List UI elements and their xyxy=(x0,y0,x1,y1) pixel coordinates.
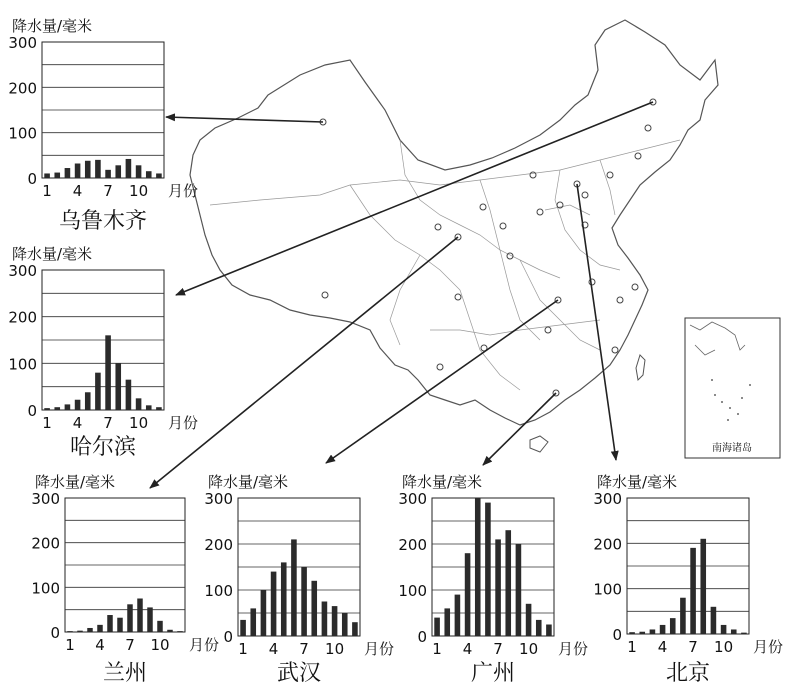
x-axis-unit: 月份 xyxy=(168,182,199,200)
chart-urumqi xyxy=(8,17,198,234)
bar-beijing-month-3 xyxy=(650,629,656,634)
arrow-urumqi xyxy=(166,117,323,122)
x-tick-label: 1 xyxy=(238,640,248,658)
x-tick-label: 4 xyxy=(72,182,83,200)
bar-urumqi-month-9 xyxy=(126,159,132,178)
x-tick-label: 4 xyxy=(462,640,473,658)
y-tick-label: 100 xyxy=(398,582,427,600)
bar-beijing-month-9 xyxy=(711,607,717,634)
y-tick-label: 200 xyxy=(31,534,60,553)
y-axis-label: 降水量/毫米 xyxy=(12,17,93,35)
x-axis-unit: 月份 xyxy=(168,414,199,432)
bar-urumqi-month-7 xyxy=(105,170,111,178)
y-tick-label: 300 xyxy=(204,490,233,508)
bar-harbin-month-5 xyxy=(85,392,91,410)
bar-guangzhou-month-8 xyxy=(505,530,511,636)
y-axis-label: 降水量/毫米 xyxy=(402,473,483,491)
bar-harbin-month-1 xyxy=(44,408,50,410)
bar-lanzhou-month-9 xyxy=(147,607,153,632)
hainan-island xyxy=(530,436,548,452)
y-tick-label: 200 xyxy=(593,535,622,554)
bar-lanzhou-month-12 xyxy=(177,631,183,632)
chart-beijing xyxy=(593,473,783,686)
bar-guangzhou-month-3 xyxy=(455,595,461,636)
bar-wuhan-month-5 xyxy=(281,562,287,636)
bar-wuhan-month-2 xyxy=(250,608,256,636)
y-axis-label: 降水量/毫米 xyxy=(12,245,93,263)
bar-beijing-month-8 xyxy=(700,539,706,634)
bar-harbin-month-12 xyxy=(156,407,162,410)
city-name-wuhan: 武汉 xyxy=(276,661,322,686)
city-markers xyxy=(320,99,656,396)
bar-guangzhou-month-9 xyxy=(516,544,522,636)
y-tick-label: 200 xyxy=(398,536,427,554)
x-tick-label: 10 xyxy=(150,636,170,654)
bar-harbin-month-9 xyxy=(126,380,132,410)
bar-lanzhou-month-8 xyxy=(137,599,143,633)
x-axis-unit: 月份 xyxy=(558,640,589,658)
x-tick-label: 1 xyxy=(42,414,52,432)
y-tick-label: 300 xyxy=(593,490,622,508)
bar-urumqi-month-5 xyxy=(85,161,91,178)
y-tick-label: 200 xyxy=(8,308,37,327)
x-tick-label: 7 xyxy=(103,414,113,432)
bar-urumqi-month-1 xyxy=(44,173,50,178)
bar-guangzhou-month-6 xyxy=(485,503,491,636)
bar-harbin-month-7 xyxy=(105,335,111,410)
arrow-harbin xyxy=(176,102,653,295)
y-tick-label: 300 xyxy=(31,490,60,508)
bar-beijing-month-5 xyxy=(670,618,676,634)
connector-arrows xyxy=(150,102,653,488)
south-china-sea-inset xyxy=(685,318,780,458)
bar-beijing-month-4 xyxy=(660,625,666,634)
x-tick-label: 7 xyxy=(688,638,698,656)
y-axis-label: 降水量/毫米 xyxy=(35,473,116,491)
x-tick-label: 10 xyxy=(714,638,734,656)
bar-harbin-month-11 xyxy=(146,405,152,410)
bar-urumqi-month-10 xyxy=(136,165,142,178)
y-tick-label: 300 xyxy=(8,262,37,280)
bar-urumqi-month-11 xyxy=(146,171,152,178)
bar-guangzhou-month-12 xyxy=(546,625,552,637)
bar-lanzhou-month-11 xyxy=(167,630,173,632)
y-tick-label: 100 xyxy=(204,582,233,600)
y-tick-label: 0 xyxy=(27,402,37,420)
bar-lanzhou-month-7 xyxy=(127,604,133,632)
chart-wuhan xyxy=(204,473,394,686)
city-name-lanzhou: 兰州 xyxy=(102,661,148,686)
x-axis-unit: 月份 xyxy=(364,640,395,658)
x-tick-label: 7 xyxy=(493,640,503,658)
bar-urumqi-month-2 xyxy=(54,173,60,178)
x-axis-unit: 月份 xyxy=(753,638,784,656)
x-tick-label: 4 xyxy=(657,638,668,656)
x-tick-label: 7 xyxy=(299,640,309,658)
x-tick-label: 10 xyxy=(129,414,149,432)
bar-guangzhou-month-7 xyxy=(495,539,501,636)
y-tick-label: 200 xyxy=(204,536,233,554)
x-tick-label: 4 xyxy=(95,636,105,654)
bar-lanzhou-month-1 xyxy=(67,631,73,632)
arrow-wuhan xyxy=(326,300,558,463)
y-tick-label: 100 xyxy=(31,579,60,598)
bar-wuhan-month-8 xyxy=(311,581,317,636)
bar-lanzhou-month-10 xyxy=(157,621,163,632)
x-tick-label: 1 xyxy=(65,636,75,654)
bar-urumqi-month-8 xyxy=(115,165,121,178)
bar-wuhan-month-12 xyxy=(352,622,358,636)
x-tick-label: 7 xyxy=(125,636,135,654)
bar-wuhan-month-10 xyxy=(332,606,338,636)
city-name-harbin: 哈尔滨 xyxy=(69,435,137,460)
bar-beijing-month-11 xyxy=(731,629,737,634)
bar-beijing-month-1 xyxy=(629,632,635,634)
x-tick-label: 1 xyxy=(42,182,52,200)
x-axis-unit: 月份 xyxy=(189,636,220,654)
bar-wuhan-month-9 xyxy=(322,602,328,637)
x-tick-label: 4 xyxy=(268,640,279,658)
arrow-guangzhou xyxy=(483,393,556,465)
bar-wuhan-month-6 xyxy=(291,539,297,636)
chart-guangzhou xyxy=(398,473,588,686)
chart-harbin xyxy=(8,245,198,460)
bar-harbin-month-4 xyxy=(75,400,81,410)
bar-lanzhou-month-3 xyxy=(87,628,93,632)
bar-guangzhou-month-1 xyxy=(434,618,440,636)
bar-guangzhou-month-11 xyxy=(536,620,542,636)
y-tick-label: 0 xyxy=(417,628,427,646)
y-axis-label: 降水量/毫米 xyxy=(597,473,678,491)
bar-beijing-month-12 xyxy=(741,633,747,634)
y-tick-label: 0 xyxy=(27,170,37,188)
bar-wuhan-month-4 xyxy=(271,572,277,636)
taiwan-island xyxy=(636,355,645,380)
x-tick-label: 4 xyxy=(72,414,83,432)
bar-urumqi-month-12 xyxy=(156,173,162,178)
bar-lanzhou-month-5 xyxy=(107,615,113,632)
arrow-lanzhou xyxy=(150,237,458,488)
y-tick-label: 300 xyxy=(398,490,427,508)
y-tick-label: 200 xyxy=(8,79,37,98)
bar-lanzhou-month-4 xyxy=(97,625,103,632)
bar-wuhan-month-1 xyxy=(240,620,246,636)
bar-harbin-month-10 xyxy=(136,398,142,410)
bar-urumqi-month-6 xyxy=(95,160,101,178)
chart-lanzhou xyxy=(31,473,219,686)
bar-guangzhou-month-2 xyxy=(444,608,450,636)
y-tick-label: 0 xyxy=(223,628,233,646)
y-tick-label: 300 xyxy=(8,34,37,52)
bar-beijing-month-7 xyxy=(690,548,696,634)
x-tick-label: 1 xyxy=(432,640,442,658)
x-tick-label: 10 xyxy=(325,640,345,658)
bar-guangzhou-month-5 xyxy=(475,498,481,636)
bar-lanzhou-month-6 xyxy=(117,618,123,632)
bar-guangzhou-month-10 xyxy=(526,604,532,636)
bar-harbin-month-8 xyxy=(115,363,121,410)
china-map xyxy=(190,20,780,458)
bar-harbin-month-3 xyxy=(65,404,71,410)
bar-harbin-month-6 xyxy=(95,373,101,410)
y-axis-label: 降水量/毫米 xyxy=(208,473,289,491)
y-tick-label: 100 xyxy=(8,124,37,143)
bar-urumqi-month-3 xyxy=(65,168,71,178)
bar-guangzhou-month-4 xyxy=(465,553,471,636)
city-name-guangzhou: 广州 xyxy=(470,661,516,686)
bar-wuhan-month-3 xyxy=(261,590,267,636)
bar-beijing-month-10 xyxy=(721,625,727,634)
city-name-urumqi: 乌鲁木齐 xyxy=(58,209,148,234)
inset-label: 南海诸岛 xyxy=(712,443,752,454)
city-name-beijing: 北京 xyxy=(665,661,711,686)
y-tick-label: 100 xyxy=(8,355,37,374)
bar-wuhan-month-11 xyxy=(342,613,348,636)
x-tick-label: 10 xyxy=(129,182,149,200)
bar-lanzhou-month-2 xyxy=(77,631,83,632)
x-tick-label: 1 xyxy=(627,638,637,656)
x-tick-label: 7 xyxy=(103,182,113,200)
y-tick-label: 0 xyxy=(612,626,622,644)
china-border xyxy=(190,20,718,425)
y-tick-label: 100 xyxy=(593,580,622,599)
bar-urumqi-month-4 xyxy=(75,163,81,178)
bar-beijing-month-6 xyxy=(680,598,686,634)
bar-harbin-month-2 xyxy=(54,407,60,410)
bar-wuhan-month-7 xyxy=(301,567,307,636)
bar-beijing-month-2 xyxy=(639,632,645,634)
x-tick-label: 10 xyxy=(519,640,539,658)
y-tick-label: 0 xyxy=(50,624,60,642)
